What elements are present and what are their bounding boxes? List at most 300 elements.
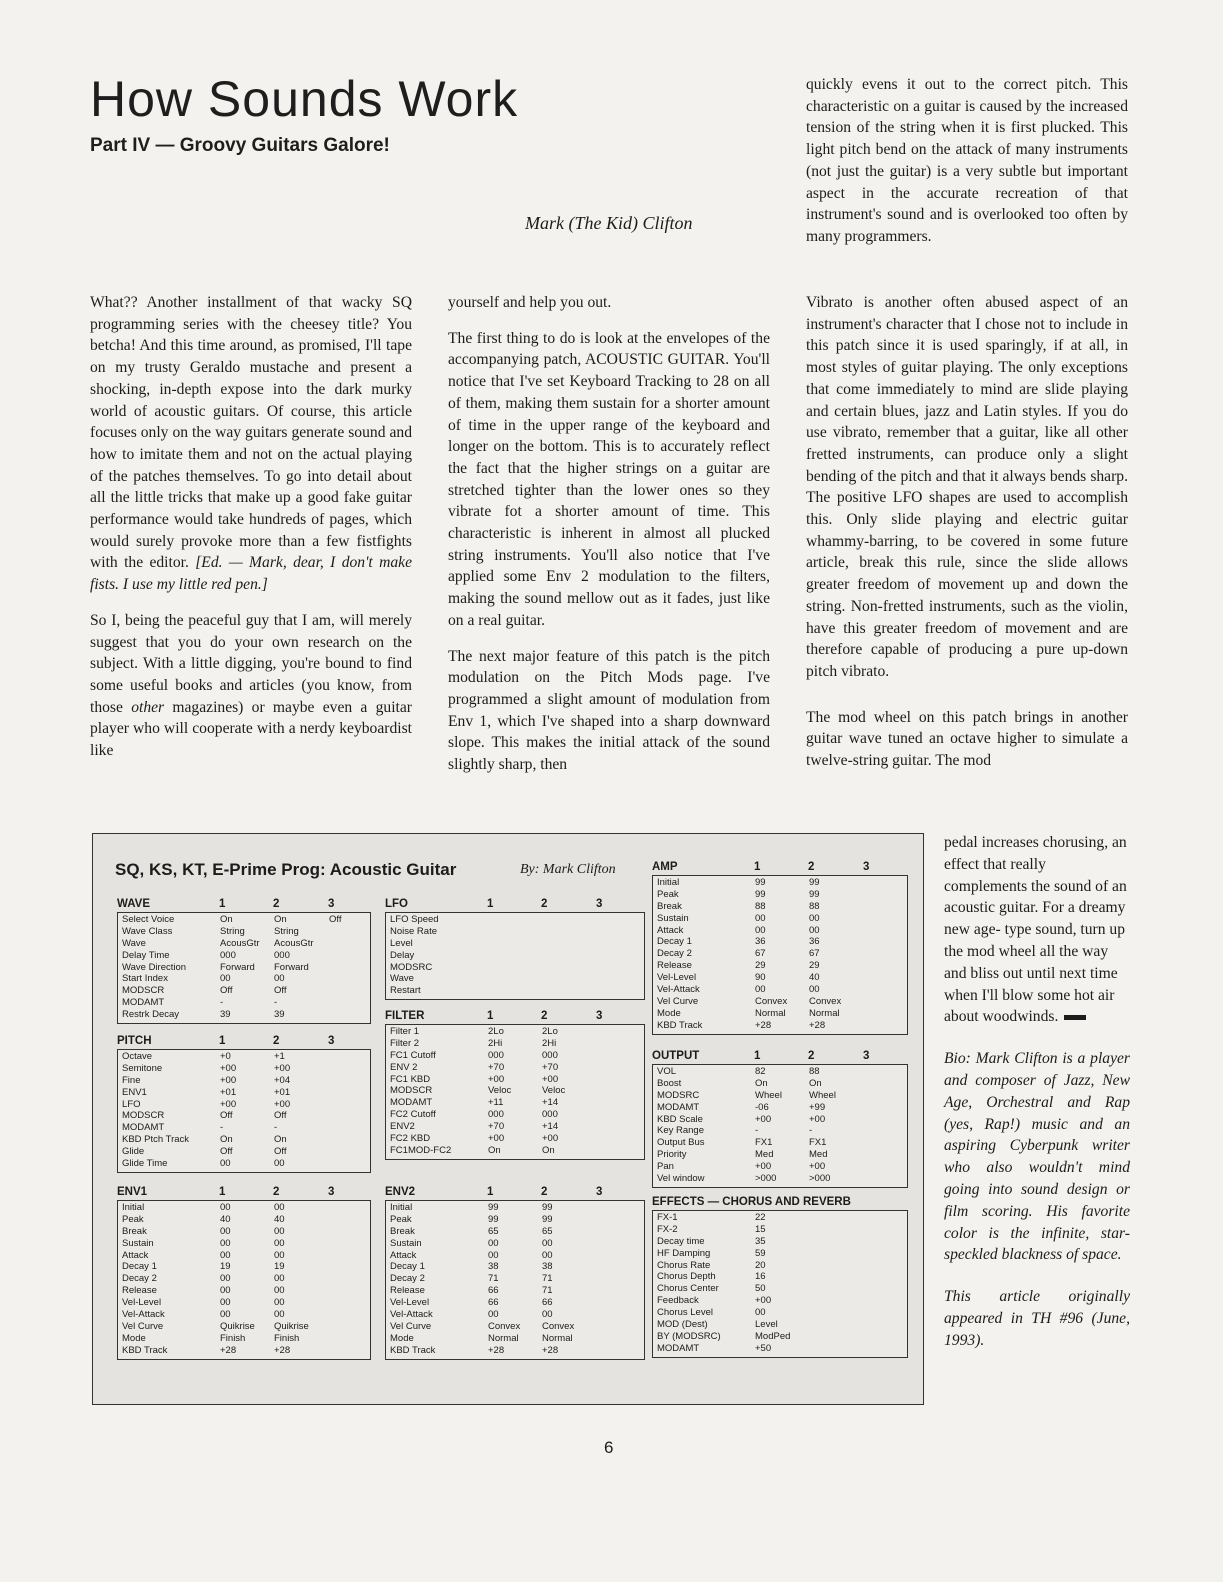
- param-label: Vel-Attack: [122, 1309, 165, 1321]
- param-value: On: [809, 1077, 822, 1089]
- column-header: 1: [754, 1050, 761, 1062]
- param-value: 88: [809, 900, 820, 912]
- table-row: [386, 973, 644, 985]
- param-label: Chorus Rate: [657, 1259, 711, 1271]
- table-row: [386, 914, 644, 926]
- param-label: Wave Class: [122, 925, 173, 937]
- parameter-table: [117, 1200, 371, 1360]
- table-row: [386, 926, 644, 938]
- param-label: Mode: [390, 1332, 414, 1344]
- section-heading: OUTPUT: [652, 1050, 700, 1062]
- param-label: Restrk Decay: [122, 1009, 180, 1021]
- param-label: KBD Ptch Track: [122, 1134, 190, 1146]
- param-value: 35: [755, 1235, 766, 1247]
- param-label: HF Damping: [657, 1247, 711, 1259]
- param-value: 65: [488, 1225, 499, 1237]
- parameter-table: [385, 912, 645, 1000]
- param-label: Delay: [390, 949, 415, 961]
- param-value: 000: [488, 1109, 504, 1121]
- table-row: [653, 1078, 907, 1090]
- table-row: [118, 1333, 370, 1345]
- param-value: +28: [220, 1344, 237, 1356]
- table-row: [386, 1273, 644, 1285]
- param-value: -: [274, 1122, 278, 1134]
- param-value: 22: [755, 1212, 766, 1223]
- param-value: Veloc: [542, 1085, 566, 1097]
- table-row: [386, 1085, 644, 1097]
- param-value: 38: [488, 1261, 499, 1273]
- param-value: Off: [274, 1110, 287, 1122]
- param-label: MODSRC: [657, 1089, 700, 1101]
- param-value: +00: [274, 1062, 291, 1074]
- param-value: Normal: [488, 1332, 519, 1344]
- table-row: [118, 1202, 370, 1214]
- param-label: Glide: [122, 1146, 145, 1158]
- param-value: AcousGtr: [220, 937, 260, 949]
- end-mark-icon: [1064, 1015, 1086, 1020]
- param-label: FX-2: [657, 1223, 678, 1235]
- column-header: 2: [808, 1050, 815, 1062]
- table-row: [118, 1250, 370, 1262]
- param-label: FC1MOD-FC2: [390, 1144, 452, 1156]
- param-value: +00: [809, 1161, 826, 1173]
- param-value: 40: [274, 1213, 285, 1225]
- param-value: 000: [274, 949, 290, 961]
- param-value: 2Hi: [488, 1037, 503, 1049]
- table-row: [653, 972, 907, 984]
- param-label: Semitone: [122, 1062, 163, 1074]
- param-value: 88: [755, 900, 766, 912]
- column-header: 3: [328, 898, 335, 910]
- emphasis: other: [131, 698, 165, 716]
- table-row: [386, 1238, 644, 1250]
- param-value: +70: [542, 1061, 559, 1073]
- param-value: 00: [488, 1237, 499, 1249]
- parameter-table: [652, 1064, 908, 1188]
- param-value: +28: [488, 1344, 505, 1356]
- param-value: Normal: [755, 1007, 786, 1019]
- param-value: 59: [755, 1247, 766, 1259]
- column-header: 2: [541, 1010, 548, 1022]
- column-header: 3: [863, 1050, 870, 1062]
- section-heading: PITCH: [117, 1035, 152, 1047]
- param-label: Peak: [390, 1213, 412, 1225]
- section-heading: LFO: [385, 898, 408, 910]
- column-header: 2: [273, 1035, 280, 1047]
- table-row: [118, 1226, 370, 1238]
- column-header: 1: [487, 1010, 494, 1022]
- param-label: Boost: [657, 1077, 682, 1089]
- table-row: [653, 913, 907, 925]
- patch-section-lfo: [385, 898, 643, 1000]
- param-value: +1: [274, 1051, 285, 1062]
- param-label: Initial: [657, 877, 680, 888]
- table-row: [118, 1063, 370, 1075]
- param-label: Start Index: [122, 973, 168, 985]
- param-value: 88: [809, 1066, 820, 1077]
- param-label: Decay 2: [657, 948, 692, 960]
- table-row: [118, 914, 370, 926]
- param-value: Convex: [488, 1320, 521, 1332]
- param-label: Fine: [122, 1074, 141, 1086]
- table-row: [118, 1285, 370, 1297]
- param-value: 99: [809, 877, 820, 888]
- table-row: [118, 1297, 370, 1309]
- table-row: [118, 950, 370, 962]
- param-value: 90: [755, 972, 766, 984]
- param-value: -: [220, 997, 224, 1009]
- param-value: 00: [274, 1273, 285, 1285]
- param-value: 00: [274, 1158, 285, 1170]
- param-label: Glide Time: [122, 1158, 168, 1170]
- table-row: [118, 1099, 370, 1111]
- param-value: Level: [755, 1319, 778, 1331]
- table-row: [653, 1307, 907, 1319]
- table-row: [653, 1260, 907, 1272]
- param-value: -: [755, 1125, 759, 1137]
- param-label: Chorus Center: [657, 1283, 719, 1295]
- param-value: Wheel: [755, 1089, 782, 1101]
- param-label: Restart: [390, 985, 421, 997]
- table-row: [653, 1102, 907, 1114]
- table-row: [653, 889, 907, 901]
- table-row: [653, 936, 907, 948]
- param-value: On: [274, 1134, 287, 1146]
- param-label: FC1 Cutoff: [390, 1049, 436, 1061]
- column-header: 3: [596, 1010, 603, 1022]
- section-heading: ENV1: [117, 1186, 148, 1198]
- param-value: Forward: [220, 961, 255, 973]
- param-value: >000: [755, 1173, 777, 1185]
- table-row: [653, 984, 907, 996]
- param-value: 00: [274, 1202, 285, 1213]
- param-value: 99: [488, 1213, 499, 1225]
- param-label: Decay 2: [390, 1273, 425, 1285]
- param-value: 66: [488, 1285, 499, 1297]
- param-value: 00: [488, 1249, 499, 1261]
- param-label: Select Voice: [122, 914, 175, 925]
- column-header: 2: [808, 861, 815, 873]
- param-label: ENV2: [390, 1121, 415, 1133]
- param-label: Break: [657, 900, 682, 912]
- param-value: Convex: [809, 995, 842, 1007]
- param-label: MODAMT: [122, 1122, 165, 1134]
- param-value: 50: [755, 1283, 766, 1295]
- section-heading: EFFECTS — CHORUS AND REVERB: [652, 1196, 851, 1208]
- param-label: MOD (Dest): [657, 1319, 708, 1331]
- param-value: Med: [809, 1149, 828, 1161]
- paragraph: The next major feature of this patch is the pitch modulation on the Pitch Mods page. I've programmed a slight amount of modulation from Env 1, which I've shaped into a sharp downward slope. This makes the initial attack of the sound slightly sharp, then: [448, 647, 770, 774]
- article-column-3-lower: [806, 292, 1128, 772]
- table-row: [118, 1321, 370, 1333]
- param-value: Off: [274, 1146, 287, 1158]
- param-value: -: [274, 997, 278, 1009]
- param-label: FC2 Cutoff: [390, 1109, 436, 1121]
- table-row: [386, 1121, 644, 1133]
- table-row: [386, 1345, 644, 1357]
- param-label: Attack: [390, 1249, 417, 1261]
- param-value: 00: [488, 1309, 499, 1321]
- patch-author: By: Mark Clifton: [520, 862, 616, 877]
- table-row: [118, 1075, 370, 1087]
- param-label: Peak: [122, 1213, 144, 1225]
- param-label: MODSCR: [122, 1110, 165, 1122]
- param-label: Break: [390, 1225, 415, 1237]
- parameter-table: [385, 1200, 645, 1360]
- column-header: 2: [273, 1186, 280, 1198]
- table-row: [386, 1333, 644, 1345]
- param-value: 000: [220, 949, 236, 961]
- patch-section-amp: [652, 861, 906, 1035]
- section-heading: FILTER: [385, 1010, 425, 1022]
- param-value: 99: [755, 877, 766, 888]
- patch-section-filter: [385, 1010, 643, 1160]
- param-value: +01: [220, 1086, 237, 1098]
- article-column-3: [806, 74, 1128, 262]
- column-header: 1: [487, 1186, 494, 1198]
- table-row: [118, 1009, 370, 1021]
- param-label: Release: [657, 960, 692, 972]
- param-value: 00: [220, 1309, 231, 1321]
- table-row: [118, 985, 370, 997]
- param-value: Normal: [542, 1332, 573, 1344]
- param-value: 00: [220, 1249, 231, 1261]
- param-value: +00: [220, 1098, 237, 1110]
- param-value: 00: [755, 984, 766, 996]
- param-label: Vel Curve: [657, 995, 699, 1007]
- param-value: +99: [809, 1101, 826, 1113]
- param-value: 71: [542, 1285, 553, 1297]
- param-label: Filter 2: [390, 1037, 420, 1049]
- param-label: Decay 1: [122, 1261, 157, 1273]
- param-value: +0: [220, 1051, 231, 1062]
- param-value: 38: [542, 1261, 553, 1273]
- param-value: 00: [220, 973, 231, 985]
- param-label: MODSCR: [122, 985, 165, 997]
- table-row: [118, 1110, 370, 1122]
- param-value: String: [274, 925, 299, 937]
- param-value: 19: [274, 1261, 285, 1273]
- column-header: 1: [219, 898, 226, 910]
- param-value: 67: [809, 948, 820, 960]
- param-value: 00: [274, 1285, 285, 1297]
- param-value: +28: [542, 1344, 559, 1356]
- param-label: Vel-Attack: [657, 984, 700, 996]
- column-header: 3: [328, 1186, 335, 1198]
- table-row: [118, 1051, 370, 1063]
- param-label: Pan: [657, 1161, 674, 1173]
- param-value: 29: [809, 960, 820, 972]
- param-label: FX-1: [657, 1212, 678, 1223]
- param-label: MODSCR: [390, 1085, 433, 1097]
- param-value: +70: [488, 1061, 505, 1073]
- table-row: [386, 1297, 644, 1309]
- param-value: FX1: [755, 1137, 773, 1149]
- table-row: [653, 960, 907, 972]
- param-value: Veloc: [488, 1085, 512, 1097]
- param-value: ModPed: [755, 1330, 791, 1342]
- param-value: Wheel: [809, 1089, 836, 1101]
- patch-section-pitch: [117, 1035, 375, 1173]
- param-value: -: [220, 1122, 224, 1134]
- param-value: String: [220, 925, 245, 937]
- param-value: Off: [220, 985, 233, 997]
- table-row: [118, 1158, 370, 1170]
- param-label: Release: [390, 1285, 425, 1297]
- table-row: [118, 938, 370, 950]
- param-label: Chorus Level: [657, 1307, 713, 1319]
- param-value: +11: [488, 1097, 504, 1109]
- table-row: [653, 1236, 907, 1248]
- param-value: 00: [809, 912, 820, 924]
- table-row: [653, 1343, 907, 1355]
- param-label: Vel window: [657, 1173, 705, 1185]
- table-row: [653, 1319, 907, 1331]
- param-value: +00: [809, 1113, 826, 1125]
- param-value: Convex: [755, 995, 788, 1007]
- param-label: Vel-Level: [122, 1297, 162, 1309]
- column-header: 3: [863, 861, 870, 873]
- param-value: Finish: [220, 1332, 246, 1344]
- param-value: +00: [542, 1133, 559, 1145]
- param-value: Quikrise: [274, 1320, 309, 1332]
- table-row: [118, 1309, 370, 1321]
- table-row: [386, 1214, 644, 1226]
- column-header: 2: [273, 898, 280, 910]
- param-label: Release: [122, 1285, 157, 1297]
- param-value: 00: [274, 1309, 285, 1321]
- param-label: MODAMT: [657, 1101, 700, 1113]
- param-label: MODSRC: [390, 961, 433, 973]
- param-value: AcousGtr: [274, 937, 314, 949]
- page-number: 6: [604, 1438, 614, 1457]
- origin-note: This article originally appeared in TH #96 (June, 1993).: [944, 1288, 1130, 1349]
- param-value: Off: [329, 914, 342, 925]
- parameter-table: [117, 912, 371, 1024]
- param-label: Mode: [122, 1332, 146, 1344]
- table-row: [653, 1224, 907, 1236]
- param-value: Med: [755, 1149, 774, 1161]
- table-row: [653, 1149, 907, 1161]
- param-value: On: [488, 1144, 501, 1156]
- paragraph: quickly evens it out to the correct pitch. This characteristic on a guitar is caused by the increased tension of the string when it is first plucked. This light pitch bend on the attack of many instruments (not just the guitar) is a very subtle but important aspect in the accurate recreation of that instrument's sound and is overlooked too often by many programmers.: [806, 76, 1128, 245]
- article-column-2: [448, 292, 770, 790]
- param-label: Sustain: [122, 1237, 154, 1249]
- table-row: [653, 877, 907, 889]
- table-row: [653, 901, 907, 913]
- param-label: Attack: [657, 924, 684, 936]
- param-label: Vel-Level: [657, 972, 697, 984]
- table-row: [653, 1248, 907, 1260]
- column-header: 1: [219, 1186, 226, 1198]
- patch-section-output: [652, 1050, 906, 1188]
- param-value: 00: [755, 924, 766, 936]
- table-row: [653, 1295, 907, 1307]
- param-value: 99: [488, 1202, 499, 1213]
- param-label: Mode: [657, 1007, 681, 1019]
- param-label: Vel-Level: [390, 1297, 430, 1309]
- param-label: Decay time: [657, 1235, 705, 1247]
- param-value: +28: [809, 1019, 826, 1031]
- param-value: >000: [809, 1173, 831, 1185]
- param-label: Wave Direction: [122, 961, 187, 973]
- param-label: MODAMT: [657, 1342, 700, 1354]
- table-row: [653, 1331, 907, 1343]
- param-value: 00: [755, 912, 766, 924]
- table-row: [386, 938, 644, 950]
- param-value: +00: [220, 1062, 237, 1074]
- table-row: [118, 926, 370, 938]
- param-label: Octave: [122, 1051, 153, 1062]
- param-value: Off: [220, 1146, 233, 1158]
- param-value: +00: [220, 1074, 237, 1086]
- param-label: Initial: [390, 1202, 413, 1213]
- param-value: 00: [274, 973, 285, 985]
- param-value: 40: [809, 972, 820, 984]
- param-label: KBD Track: [657, 1019, 703, 1031]
- param-value: 82: [755, 1066, 766, 1077]
- column-header: 3: [328, 1035, 335, 1047]
- param-value: +00: [488, 1133, 505, 1145]
- param-label: ENV 2: [390, 1061, 418, 1073]
- table-row: [386, 1285, 644, 1297]
- parameter-table: [385, 1024, 645, 1160]
- table-row: [386, 1250, 644, 1262]
- param-value: 2Lo: [488, 1026, 504, 1037]
- article-title: How Sounds Work: [90, 71, 519, 127]
- paragraph: What?? Another installment of that wacky SQ programming series with the cheesey title? You betcha! And this time around, as promised, I'll tape on my trusty Geraldo mustache and present a shocking, in-depth expose into the dark murky world of acoustic guitars. Of course, this article focuses only on the way guitars generate sound and how to imitate them and not on the actual playing of the patches themselves. To go into detail about all the little tricks that make up a good fake guitar performance would take hundreds of pages, which would surely provoke more than a few fistfights with the editor.: [90, 294, 412, 572]
- column-header: 1: [487, 898, 494, 910]
- section-heading: WAVE: [117, 898, 151, 910]
- param-value: 00: [809, 924, 820, 936]
- article-column-1: [90, 292, 412, 776]
- param-value: 00: [274, 1237, 285, 1249]
- table-row: [118, 1273, 370, 1285]
- section-heading: AMP: [652, 861, 678, 873]
- param-value: 00: [274, 1297, 285, 1309]
- article-column-4: [944, 832, 1130, 1352]
- table-row: [386, 1133, 644, 1145]
- param-label: Delay Time: [122, 949, 170, 961]
- param-value: 00: [542, 1249, 553, 1261]
- parameter-table: [652, 875, 908, 1035]
- param-value: 39: [220, 1009, 231, 1021]
- table-row: [653, 1125, 907, 1137]
- param-value: 00: [220, 1297, 231, 1309]
- param-label: KBD Track: [390, 1344, 436, 1356]
- param-label: FC2 KBD: [390, 1133, 431, 1145]
- table-row: [653, 1212, 907, 1224]
- param-value: On: [542, 1144, 555, 1156]
- param-value: +70: [488, 1121, 505, 1133]
- table-row: [653, 1066, 907, 1078]
- table-row: [118, 1261, 370, 1273]
- param-value: 00: [220, 1158, 231, 1170]
- paragraph: Vibrato is another often abused aspect of an instrument's character that I chose not to include in this patch since it is used sparingly, if at all, in most styles of guitar playing. The only exceptions that come immediately to mind are slide playing and certain blues, jazz and Latin styles. If you do use vibrato, remember that a guitar, like all other fretted instruments, can produce only a slight bending of the pitch and that it always bends sharp. The positive LFO shapes are used to accomplish this. Only slide playing and electric guitar whammy-barring, to be covered in some future article, break this rule, since the slide allows greater freedom of movement up and down the string. Non-fretted instruments, such as the violin, have this greater freedom of movement and are therefore capable of producing a pure up-down pitch vibrato.: [806, 294, 1128, 680]
- column-header: 2: [541, 1186, 548, 1198]
- patch-section-env2: [385, 1186, 643, 1360]
- table-row: [118, 962, 370, 974]
- param-value: 36: [809, 936, 820, 948]
- column-header: 1: [219, 1035, 226, 1047]
- param-label: LFO: [122, 1098, 141, 1110]
- param-value: 00: [809, 984, 820, 996]
- param-value: 00: [220, 1225, 231, 1237]
- column-header: 1: [754, 861, 761, 873]
- table-row: [118, 1238, 370, 1250]
- param-label: Decay 1: [657, 936, 692, 948]
- table-row: [653, 1008, 907, 1020]
